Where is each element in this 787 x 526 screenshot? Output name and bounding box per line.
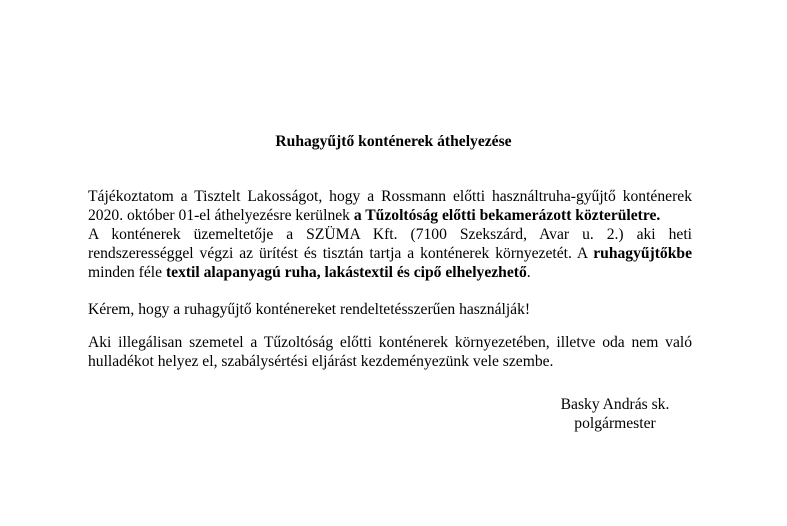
paragraph-request	[88, 300, 692, 319]
accepted-items: textil alapanyagú ruha, lakástextil és cipő elhelyezhető	[165, 264, 527, 281]
relocation-location: a Tűzoltóság előtti bekamerázott közterületre.	[353, 207, 661, 224]
paragraph-warning	[88, 333, 692, 371]
collectors-word: ruhagyűjtőkbe	[593, 245, 692, 262]
paragraph-relocation-info	[88, 187, 692, 282]
paragraph1-line2	[88, 206, 692, 225]
document-title: Ruhagyűjtő konténerek áthelyezése	[275, 133, 512, 150]
paragraph1-line1: Tájékoztatom a Tisztelt Lakosságot, hogy a Rossmann előtti használtruha-gyűjtő konténerek	[88, 188, 692, 205]
paragraph3-line2: hulladékot helyez el, szabálysértési eljárást kezdeményezünk vele szembe.	[88, 353, 554, 370]
paragraph1-line5-text: minden féle	[88, 264, 166, 281]
signature-name: Basky András sk.	[560, 396, 670, 413]
paragraph1-line4-text: rendszerességgel végzi az ürítést és tisztán tartja a konténerek környezetét. A	[88, 245, 594, 262]
paragraph1-line3: A konténerek üzemeltetője a SZÜMA Kft. (7100 Szekszárd, Avar u. 2.) aki heti	[88, 226, 692, 243]
paragraph3-line1: Aki illegálisan szemetel a Tűzoltóság előtti konténerek környezetében, illetve oda nem való	[88, 334, 692, 351]
paragraph1-line5	[88, 263, 692, 282]
paragraph1-line4	[88, 244, 692, 263]
paragraph2-text: Kérem, hogy a ruhagyűjtő konténereket rendeltetésszerűen használják!	[88, 301, 531, 318]
paragraph1-line5-end: .	[526, 264, 531, 281]
signature-role: polgármester	[574, 415, 656, 432]
paragraph1-line2-text: 2020. október 01-el áthelyezésre kerülnek	[88, 207, 354, 224]
